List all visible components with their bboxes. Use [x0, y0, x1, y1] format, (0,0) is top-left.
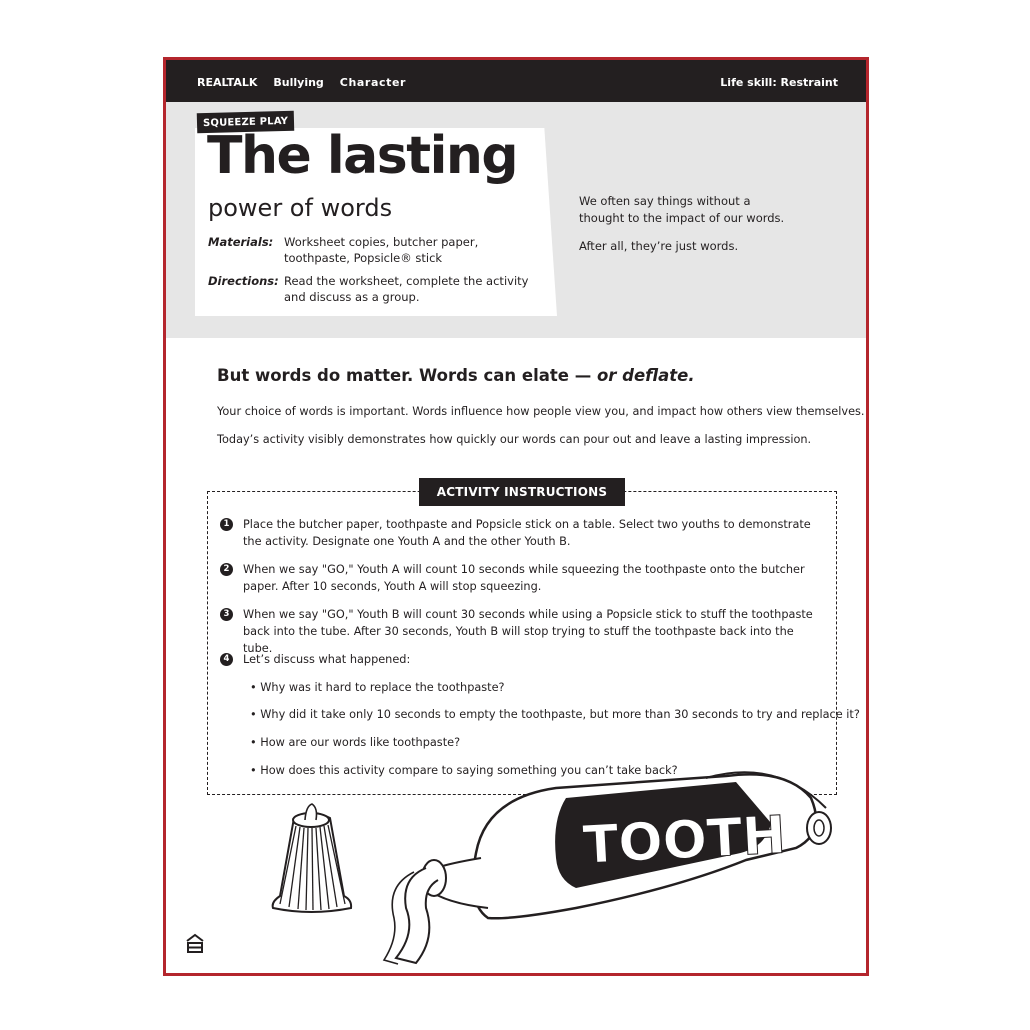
step-number: 4: [220, 653, 233, 666]
intro-text: [579, 193, 799, 266]
category-links: [197, 76, 406, 89]
activity-title: ACTIVITY INSTRUCTIONS: [419, 478, 625, 506]
paragraph-2: Today’s activity visibly demonstrates how quickly our words can pour out and leave a lasting impression.: [217, 433, 812, 446]
housing-logo-icon: [185, 932, 205, 954]
materials-label: Materials:: [208, 235, 274, 249]
category-character: Character: [339, 76, 407, 89]
step-text: Place the butcher paper, toothpaste and Popsicle stick on a table. Select two youths to demonstrate the activity. Designate one Youth A and the other Youth B.: [243, 518, 811, 548]
page-subtitle: power of words: [208, 194, 393, 222]
directions-value: Read the worksheet, complete the activity and discuss as a group.: [284, 274, 529, 304]
discussion-bullet-3: • How are our words like toothpaste?: [250, 736, 461, 749]
bullet-text: How are our words like toothpaste?: [260, 736, 461, 749]
directions-label: Directions:: [208, 274, 279, 288]
page-title: The lasting: [207, 126, 518, 186]
bullet-text: How does this activity compare to saying something you can’t take back?: [260, 764, 678, 777]
headline-emphasis: or deflate.: [596, 366, 695, 385]
paragraph-1: Your choice of words is important. Words influence how people view you, and impact how others view themselves.: [217, 405, 865, 418]
materials-value: Worksheet copies, butcher paper, toothpaste, Popsicle® stick: [284, 235, 479, 265]
top-bar: [166, 60, 866, 102]
activity-instructions-box: [207, 485, 860, 795]
intro-line-1: We often say things without a thought to the impact of our words.: [579, 194, 785, 225]
bullet-text: Why did it take only 10 seconds to empty the toothpaste, but more than 30 seconds to try and replace it?: [260, 708, 860, 721]
toothpaste-tube-icon: [384, 772, 831, 964]
section-tag: SQUEEZE PLAY: [197, 111, 295, 134]
category-realtalk: REALTALK: [197, 76, 258, 89]
headline-main: But words do matter. Words can elate —: [217, 366, 597, 385]
category-bullying: Bullying: [273, 76, 324, 89]
step-number: 1: [220, 518, 233, 531]
intro-line-2: After all, they’re just words.: [579, 239, 739, 253]
toothpaste-illustration: [266, 768, 846, 968]
step-text: When we say "GO," Youth A will count 10 seconds while squeezing the toothpaste onto the butcher paper. After 10 seconds, Youth A will stop squeezing.: [243, 563, 805, 593]
step-number: 2: [220, 563, 233, 576]
discussion-bullet-1: • Why was it hard to replace the toothpaste?: [250, 681, 505, 694]
step-number: 3: [220, 608, 233, 621]
step-text: Let’s discuss what happened:: [243, 653, 411, 666]
discussion-bullet-2: • Why did it take only 10 seconds to empty the toothpaste, but more than 30 seconds to try and replace it?: [250, 708, 860, 721]
tube-label: TOOTH: [581, 805, 788, 876]
section-headline: [217, 366, 695, 385]
step-text: When we say "GO," Youth B will count 30 seconds while using a Popsicle stick to stuff the toothpaste back into the tube. After 30 seconds, Youth B will stop trying to stuff the toothpaste back into the tube.: [243, 608, 813, 655]
worksheet-page: [163, 57, 869, 976]
toothpaste-cap-icon: [273, 804, 351, 912]
hero-panel: [166, 102, 866, 338]
bullet-text: Why was it hard to replace the toothpaste?: [260, 681, 505, 694]
life-skill: Life skill: Restraint: [720, 76, 838, 89]
discussion-bullet-4: • How does this activity compare to saying something you can’t take back?: [250, 764, 678, 777]
